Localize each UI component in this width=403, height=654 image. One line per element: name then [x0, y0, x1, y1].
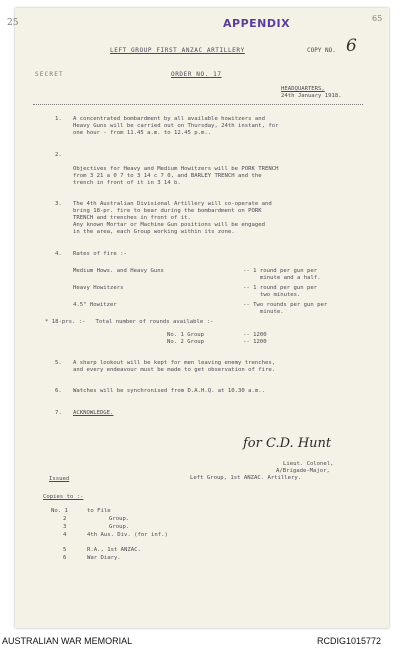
para-line: Rates of fire :- — [73, 251, 127, 257]
para-line: in the area, each Group working within its zone. — [73, 229, 235, 235]
copy-number: 6 — [346, 36, 357, 56]
copy-recipient: Group. — [109, 516, 130, 522]
signature-unit: Left Group, 1st ANZAC. Artillery. — [190, 475, 302, 481]
para-number: 3. — [55, 201, 62, 207]
totals-rounds: -- 1200 — [243, 339, 267, 345]
rate-cont: two minutes. — [260, 292, 301, 298]
para-number: 1. — [55, 116, 62, 122]
rate-cont: minute. — [260, 309, 284, 315]
totals-label: * 18-prs. :- Total number of rounds available :- — [45, 319, 214, 325]
header-rule — [33, 104, 363, 105]
rate-value: -- Two rounds per gun per — [243, 302, 328, 308]
copy-recipient: 4th Aus. Div. (for inf.) — [87, 532, 168, 538]
copy-number-cell: 5 — [63, 547, 67, 553]
headquarters: HEADQUARTERS, — [281, 86, 325, 92]
totals-rounds: -- 1200 — [243, 332, 267, 338]
totals-group: No. 2 Group — [167, 339, 205, 345]
para-line: Watches will be synchronised from D.A.H.Q. at 10.30 a.m.. — [73, 388, 265, 394]
para-number: 4. — [55, 251, 62, 257]
copy-recipient: to File — [87, 508, 111, 514]
copy-label: COPY NO. — [307, 47, 336, 54]
rate-value: -- 1 round per gun per — [243, 268, 318, 274]
document-page — [7, 8, 389, 628]
para-line: bring 18-pr. fire to bear during the bombardment on PORK — [73, 208, 262, 214]
para-line: A sharp lookout will be kept for men leaving enemy trenches, — [73, 360, 276, 366]
copy-number-cell: 4 — [63, 532, 67, 538]
rate-cont: minute and a half. — [260, 275, 321, 281]
rate-weapon: 4.5" Howitzer — [73, 302, 117, 308]
signature-role: A/Brigade-Major, — [276, 468, 330, 474]
para-number: 7. — [55, 410, 62, 416]
rate-value: -- 1 round per gun per — [243, 285, 318, 291]
document-title: LEFT GROUP FIRST ANZAC ARTILLERY — [110, 47, 245, 54]
issue-date: 24th January 1918. — [281, 93, 342, 99]
para-line: A concentrated bombardment by all available howitzers and — [73, 116, 265, 122]
signature-rank: Lieut. Colonel, — [283, 461, 334, 467]
para-line: Any known Mortar or Machine Gun positions will be engaged — [73, 222, 265, 228]
archive-credit: AUSTRALIAN WAR MEMORIAL — [2, 636, 133, 646]
para-line: Heavy Guns will be carried out on Thursday, 24th instant, for — [73, 123, 279, 129]
para-line: from 3 21 a 0 7 to 3 14 c 7 0, and BARLEY TRENCH and the — [73, 173, 262, 179]
para-number: 2. — [55, 152, 62, 158]
appendix-stamp: APPENDIX — [223, 17, 291, 30]
para-line: TRENCH and trenches in front of it. — [73, 215, 191, 221]
secret-label: SECRET — [35, 71, 64, 78]
order-number: ORDER NO. 17 — [171, 71, 222, 78]
copy-recipient: War Diary. — [87, 555, 121, 561]
handwritten-signature: for C.D. Hunt — [243, 436, 332, 451]
para-number: 6. — [55, 388, 62, 394]
para-line: The 4th Australian Divisional Artillery will co-operate and — [73, 201, 272, 207]
copy-number-cell: 6 — [63, 555, 67, 561]
copy-recipient: R.A., 1st ANZAC. — [87, 547, 141, 553]
copy-number-cell: No. 1 — [51, 508, 68, 514]
archive-reference: RCDIG1015772 — [317, 636, 382, 646]
page-number: 65 — [372, 14, 383, 23]
para-line: Objectives for Heavy and Medium Howitzers will be PORK TRENCH — [73, 166, 279, 172]
para-number: 5. — [55, 360, 62, 366]
issued-label: Issued — [49, 476, 70, 482]
copy-number-cell: 3 — [63, 524, 67, 530]
para-line: and every endeavour must be made to get observation of fire. — [73, 367, 276, 373]
rate-weapon: Medium Hows. and Heavy Guns — [73, 268, 164, 274]
para-line: one hour - from 11.45 a.m. to 12.45 p.m.. — [73, 130, 212, 136]
para-line: trench in front of it in 3 14 b. — [73, 180, 181, 186]
corner-mark: 25 — [7, 18, 19, 28]
totals-group: No. 1 Group — [167, 332, 205, 338]
copies-label: Copies to :- — [43, 494, 84, 500]
acknowledge: ACKNOWLEDGE. — [73, 410, 114, 416]
copy-recipient: Group. — [109, 524, 130, 530]
rate-weapon: Heavy Howitzers — [73, 285, 124, 291]
copy-number-cell: 2 — [63, 516, 67, 522]
